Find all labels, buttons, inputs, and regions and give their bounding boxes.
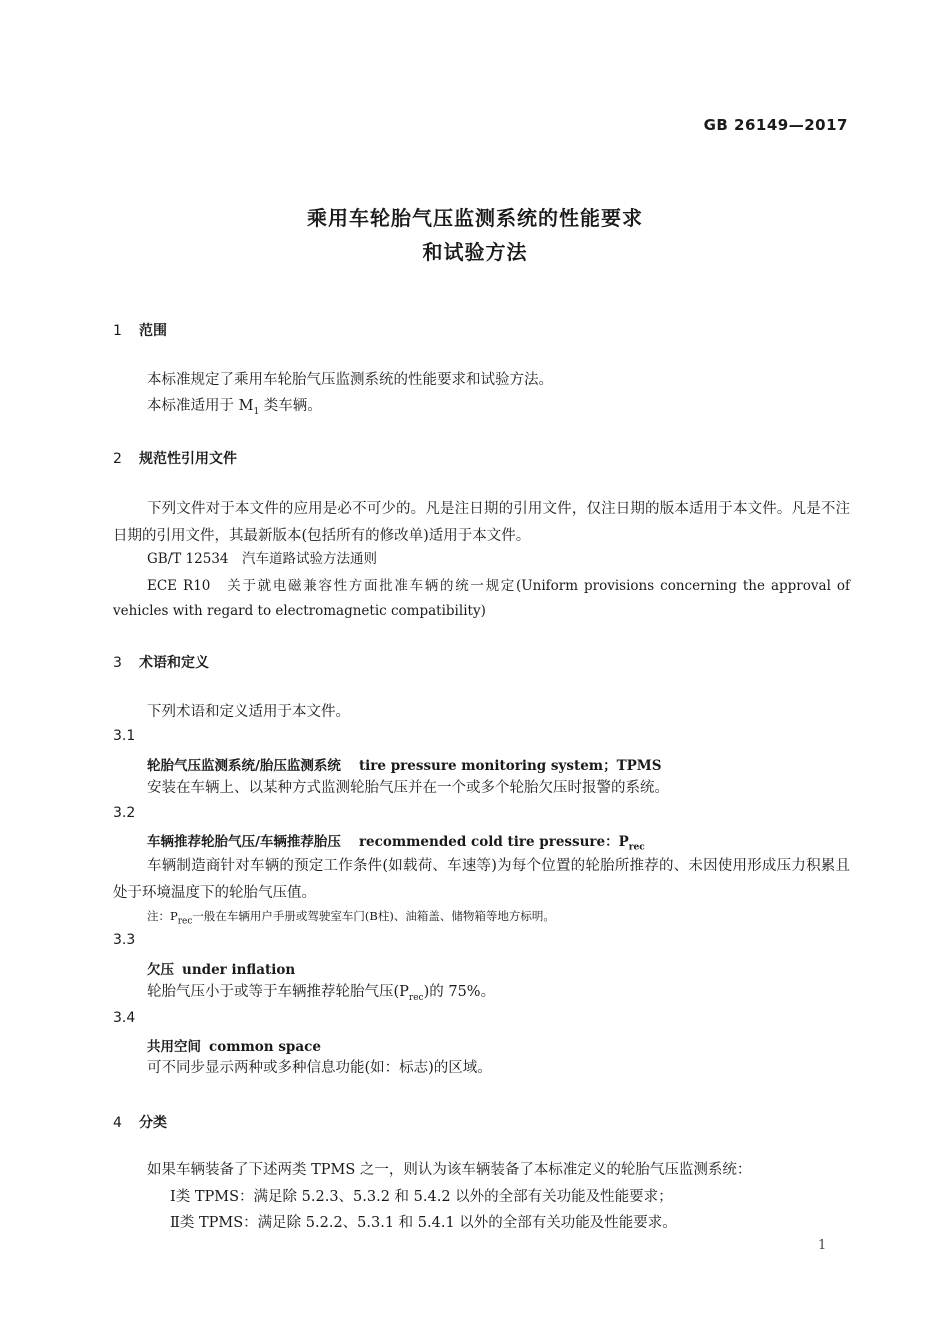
term-chinese: 车辆推荐轮胎气压/车辆推荐胎压 <box>147 834 341 850</box>
subscript: 1 <box>253 406 260 417</box>
definition-3-3 <box>147 982 495 1008</box>
note-3-2 <box>147 908 555 926</box>
subscript: rec <box>628 842 645 853</box>
section-4-heading <box>113 1112 167 1132</box>
term-chinese: 轮胎气压监测系统/胎压监测系统 <box>147 758 341 774</box>
classification-type-2: Ⅱ类 TPMS：满足除 5.2.2、5.3.1 和 5.4.1 以外的全部有关功能及性能要求。 <box>170 1215 677 1231</box>
clause-number-3-1: 3.1 <box>113 728 136 744</box>
reference-gbt12534: GB/T 12534 汽车道路试验方法通则 <box>147 551 377 567</box>
scope-paragraph-2 <box>147 396 322 422</box>
scope-paragraph-1: 本标准规定了乘用车轮胎气压监测系统的性能要求和试验方法。 <box>147 372 553 388</box>
clause-number-3-3: 3.3 <box>113 932 136 948</box>
section-title: 规范性引用文件 <box>139 451 237 467</box>
page-number: 1 <box>818 1238 827 1253</box>
term-english: tire pressure monitoring system；TPMS <box>358 758 662 774</box>
section-3-heading <box>113 652 209 672</box>
section-2-heading <box>113 448 237 468</box>
section-number: 3 <box>113 655 122 671</box>
reference-ece-r10: ECE R10 关于就电磁兼容性方面批准车辆的统一规定(Uniform provisions concerning the approval of vehicles with regard to electromagnetic compatibility) <box>113 578 850 619</box>
section-title: 术语和定义 <box>139 655 209 671</box>
clause-number-3-2: 3.2 <box>113 805 136 821</box>
definition-text: )的 75%。 <box>423 984 496 1000</box>
definition-text: 轮胎气压小于或等于车辆推荐轮胎气压(P <box>147 984 409 1000</box>
note-text: 注：P <box>147 909 178 923</box>
terms-intro: 下列术语和定义适用于本文件。 <box>147 704 350 720</box>
document-title-line1: 乘用车轮胎气压监测系统的性能要求 <box>307 206 643 230</box>
term-english-text: recommended cold tire pressure：P <box>358 834 629 850</box>
term-3-2 <box>147 830 645 853</box>
subscript: rec <box>408 992 424 1003</box>
standard-code: GB 26149—2017 <box>703 116 848 134</box>
definition-3-2: 车辆制造商针对车辆的预定工作条件(如载荷、车速等)为每个位置的轮胎所推荐的、未因使用形成压力积累且处于环境温度下的轮胎气压值。 <box>113 858 850 901</box>
classification-type-1: Ⅰ类 TPMS：满足除 5.2.3、5.3.2 和 5.4.2 以外的全部有关功能及性能要求； <box>170 1189 673 1205</box>
scope-text: 本标准适用于 M <box>147 398 254 414</box>
term-chinese: 欠压 <box>147 962 174 978</box>
document-title-line2: 和试验方法 <box>422 240 528 264</box>
section-number: 1 <box>113 323 122 339</box>
clause-number-3-4: 3.4 <box>113 1010 136 1026</box>
term-english: under inflation <box>182 962 296 978</box>
subscript: rec <box>177 916 193 927</box>
term-3-1 <box>147 754 661 774</box>
note-text: 一般在车辆用户手册或驾驶室车门(B柱)、油箱盖、储物箱等地方标明。 <box>192 909 555 923</box>
definition-3-1: 安装在车辆上、以某种方式监测轮胎气压并在一个或多个轮胎欠压时报警的系统。 <box>147 780 669 796</box>
term-3-3 <box>147 958 295 978</box>
section-number: 2 <box>113 451 122 467</box>
term-chinese: 共用空间 <box>147 1039 201 1055</box>
term-english: common space <box>209 1039 321 1055</box>
section-1-heading <box>113 320 167 340</box>
classification-intro: 如果车辆装备了下述两类 TPMS 之一，则认为该车辆装备了本标准定义的轮胎气压监测系统： <box>147 1162 752 1178</box>
term-3-4 <box>147 1035 321 1055</box>
normative-references-paragraph: 下列文件对于本文件的应用是必不可少的。凡是注日期的引用文件，仅注日期的版本适用于本文件。凡是不注日期的引用文件，其最新版本(包括所有的修改单)适用于本文件。 <box>113 501 850 544</box>
term-english <box>358 834 645 853</box>
scope-text: 类车辆。 <box>259 398 322 414</box>
section-number: 4 <box>113 1115 122 1131</box>
section-title: 范围 <box>139 323 167 339</box>
section-title: 分类 <box>139 1115 167 1131</box>
definition-3-4: 可不同步显示两种或多种信息功能(如：标志)的区域。 <box>147 1060 492 1076</box>
